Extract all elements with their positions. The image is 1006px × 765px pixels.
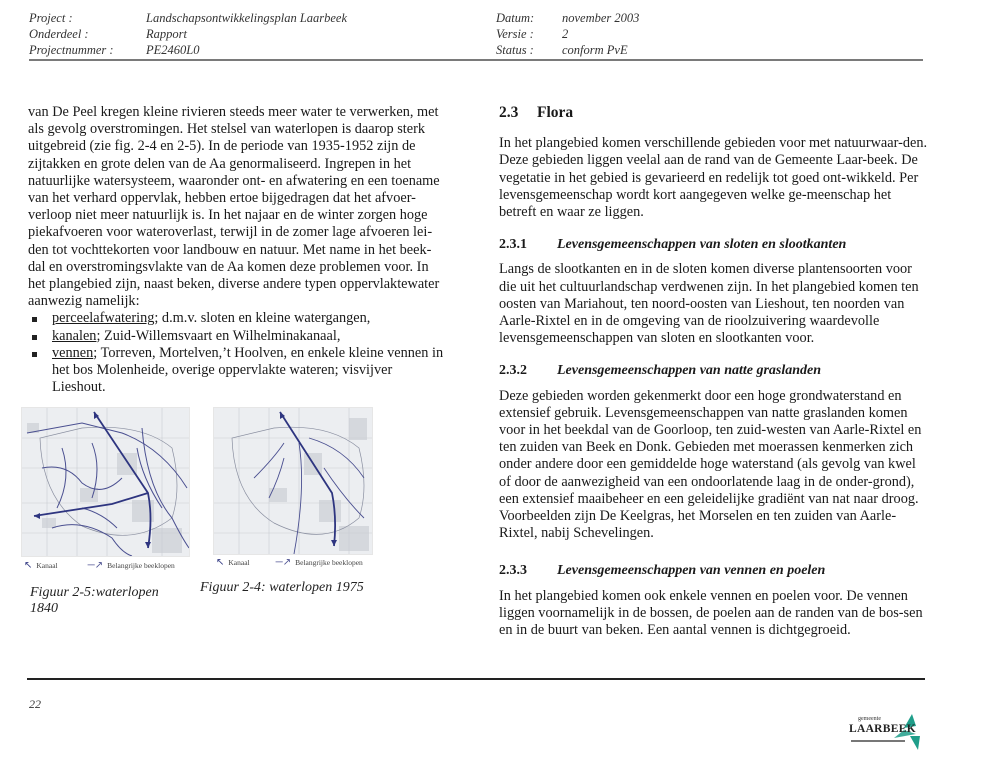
legend-beeklopen-label: Belangrijke beeklopen xyxy=(107,561,175,570)
footer-divider xyxy=(27,678,925,680)
subsection-number: 2.3.2 xyxy=(499,363,527,379)
flora-intro-paragraph: In het plangebied komen verschillende gebieden voor met natuurwaar-den. Deze gebieden liggen veelal aan de rand van de Gemeente Laar-beek. De vegetatie in het gebied is gevarieerd en redelijk tot goed ont-wikkeld. Per levensgemeenschap wordt kort aangegeven welke ge-meenschap het betreft en waar ze liggen. xyxy=(499,135,928,221)
list-term: perceelafwatering xyxy=(52,310,155,327)
subsection-heading-2-3-3 xyxy=(499,562,929,579)
list-item xyxy=(52,310,448,327)
beeklopen-line-icon: ─↗ xyxy=(275,557,292,568)
subsection-paragraph: Deze gebieden worden gekenmerkt door een hoge grondwaterstand en extensief gebruik. Levensgemeenschappen van natte graslanden komen voor in het beekdal van de Goorloop, ten zuid-westen van Aarle-Rixtel en ten zuiden van Beek en Donk. Gebieden met moerassen kenmerken zich onder andere door een gemiddelde hoge waterstand (als gevolg van kwel of door de aanwezigheid van een ondoorlatende laag in de onder-grond), een extensief maaibeheer en een geleidelijke gradiënt van nat naar droog. Voorbeelden zijn De Keelgras, het Morselen en ten zuiden van Aarle-Rixtel, nabij Schevelingen. xyxy=(499,387,922,542)
page-number: 22 xyxy=(29,697,41,711)
header-value-datum: november 2003 xyxy=(562,11,640,25)
subsection-title: Levensgemeenschappen van vennen en poelen xyxy=(557,563,826,579)
map-legend-1975 xyxy=(216,557,363,568)
section-heading-flora xyxy=(499,104,929,121)
header-value-projectnummer: PE2460L0 xyxy=(146,43,200,57)
header-value-onderdeel: Rapport xyxy=(146,27,187,41)
header-value-versie: 2 xyxy=(562,27,569,41)
list-text: ; Torreven, Mortelven,’t Hoolven, en enkele kleine vennen in het bos Molenheide, overige oppervlakte wateren; visvijver Lieshout. xyxy=(52,344,444,396)
beeklopen-line-icon: ─↗ xyxy=(87,560,104,571)
body-paragraph: van De Peel kregen kleine rivieren steeds meer water te verwerken, met als gevolg overstromingen. Het stelsel van waterlopen is daarop sterk uitgebreid (zie fig. 2-4 en 2-5). In de periode van 1935-1952 zijn de zijtakken en grote delen van de Aa genormaliseerd. Ingrepen in het natuurlijke watersysteem, waaronder ont- en afwatering en een toename van het verhard oppervlak, hebben ertoe bijgedragen dat het afvoer-verloop niet meer natuurlijk is. In het najaar en de winter zorgen hoge piekafvoeren voor wateroverlast, terwijl in de zomer lage afvoeren lei-den tot vochttekorten voor landbouw en natuur. Met name in het beek-dal en overstromingsvlakte van de Aa komen deze problemen voor. In het plangebied zijn, naast beken, diverse andere typen oppervlaktewater aanwezig namelijk: xyxy=(28,104,440,310)
waterways-map-1840 xyxy=(22,408,189,556)
header-label: Datum: xyxy=(496,11,535,25)
figure-caption-1975: Figuur 2-4: waterlopen 1975 xyxy=(200,580,364,595)
subsection-paragraph: In het plangebied komen ook enkele vennen en poelen voor. De vennen liggen voornamelijk in de bossen, de poelen aan de randen van de bos-sen en in de buurt van beken. Een aantal vennen is dichtgegroeid. xyxy=(499,587,923,639)
left-column xyxy=(28,104,448,396)
subsection-heading-2-3-1 xyxy=(499,236,929,253)
kanaal-arrow-icon: ↖ xyxy=(216,557,225,568)
legend-beeklopen-label: Belangrijke beeklopen xyxy=(295,558,363,567)
header-divider xyxy=(29,59,923,61)
map-figure-1975 xyxy=(213,407,373,555)
right-column xyxy=(499,104,929,639)
kanaal-arrow-icon: ↖ xyxy=(24,560,33,571)
legend-kanaal-label: Kanaal xyxy=(228,558,250,567)
header-document-info xyxy=(496,10,639,58)
logo-name: LAARBEEK xyxy=(849,723,916,735)
logo-tagline-bar xyxy=(851,740,905,742)
logo-subtitle: gemeente xyxy=(858,716,881,722)
legend-kanaal-label: Kanaal xyxy=(36,561,58,570)
subsection-number: 2.3.1 xyxy=(499,237,527,253)
subsection-number: 2.3.3 xyxy=(499,563,527,579)
list-text: ; d.m.v. sloten en kleine watergangen, xyxy=(154,310,371,327)
header-label: Projectnummer : xyxy=(29,43,114,57)
laarbeek-logo xyxy=(846,712,926,752)
list-term: kanalen xyxy=(52,327,97,344)
section-number: 2.3 xyxy=(499,104,519,121)
subsection-title: Levensgemeenschappen van natte graslanden xyxy=(557,363,822,379)
list-item xyxy=(52,345,448,397)
header-label: Status : xyxy=(496,43,534,57)
list-term: vennen xyxy=(52,344,94,361)
map-figure-1840 xyxy=(21,407,190,557)
waterways-map-1975 xyxy=(214,408,372,554)
header-value-project: Landschapsontwikkelingsplan Laarbeek xyxy=(146,11,348,25)
section-title: Flora xyxy=(537,104,574,121)
subsection-heading-2-3-2 xyxy=(499,362,929,379)
header-value-status: conform PvE xyxy=(562,43,628,57)
water-types-list xyxy=(28,310,448,396)
header-project-info xyxy=(29,10,347,58)
map-legend-1840 xyxy=(24,560,175,571)
list-item xyxy=(52,328,448,345)
figure-caption-1840: Figuur 2-5:waterlopen 1840 xyxy=(30,585,159,616)
subsection-paragraph: Langs de slootkanten en in de sloten komen diverse plantensoorten voor die uit het cultuurlandschap verdwenen zijn. In het plangebied komen ten oosten van Mariahout, ten noord-oosten van Lieshout, ten noorden van Aarle-Rixtel en in de omgeving van de rioolzuivering waardevolle levensgemeenschappen van sloten en slootkanten voor. xyxy=(499,261,919,347)
list-text: ; Zuid-Willemsvaart en Wilhelminakanaal, xyxy=(96,327,341,344)
subsection-title: Levensgemeenschappen van sloten en slootkanten xyxy=(557,237,847,253)
header-label: Onderdeel : xyxy=(29,27,89,41)
header-label: Project : xyxy=(29,11,73,25)
header-label: Versie : xyxy=(496,27,534,41)
